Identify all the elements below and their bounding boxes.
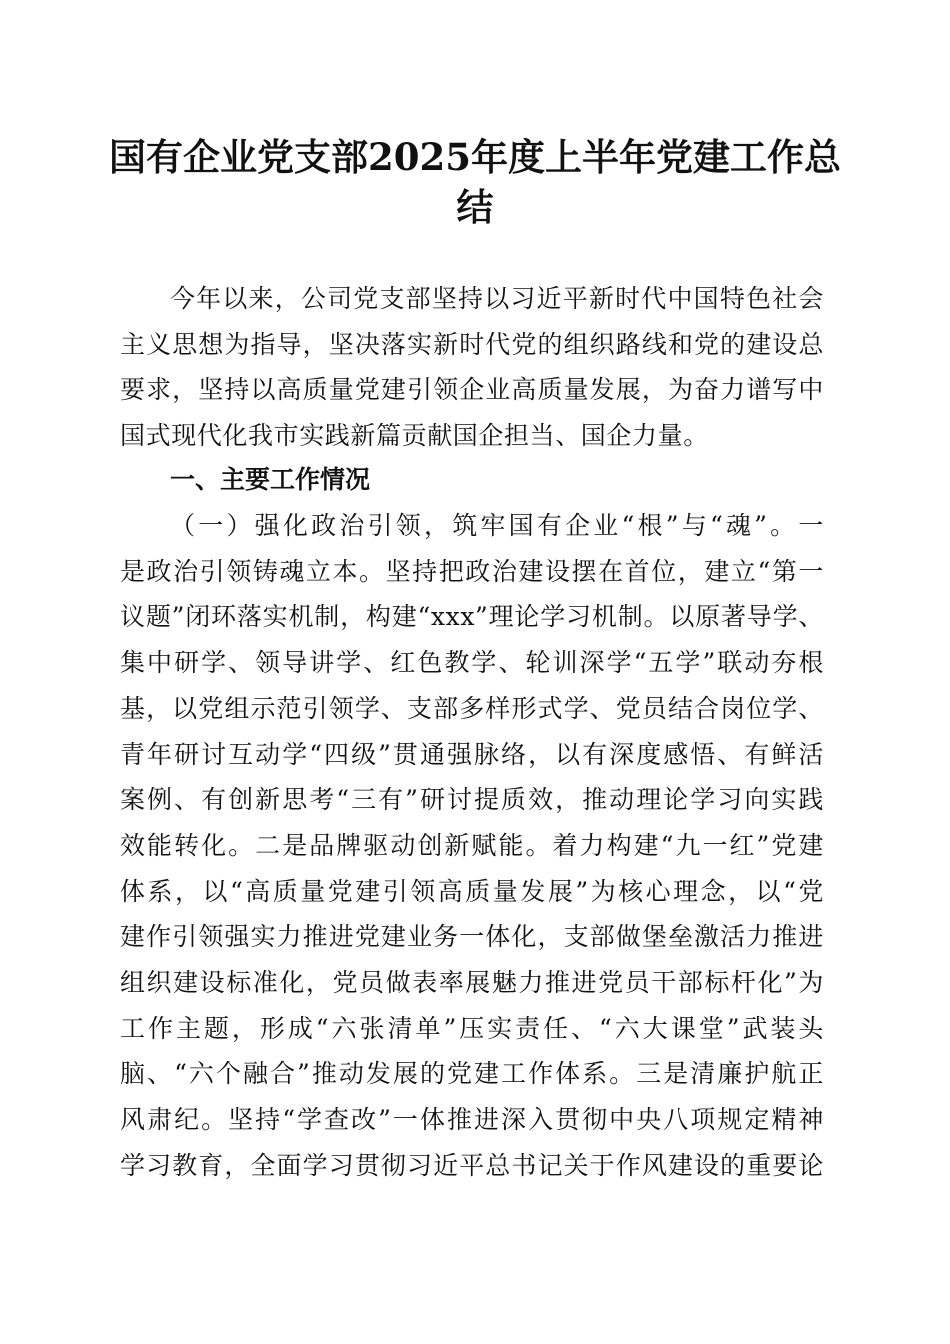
text-line: 青年研讨互动学“四级”贯通强脉络，以有深度感悟、有鲜活 [120,739,824,769]
text-line: 效能转化。二是品牌驱动创新赋能。着力构建“九一红”党建 [120,830,824,860]
text-line: 体系，以“高质量党建引领高质量发展”为核心理念，以“党 [120,876,824,906]
text-line: 主义思想为指导，坚决落实新时代党的组织路线和党的建设总 [120,329,824,359]
text-line: 脑、“六个融合”推动发展的党建工作体系。三是清廉护航正 [120,1059,824,1089]
text-line: 国式现代化我市实践新篇贡献国企担当、国企力量。 [120,421,709,451]
text-line: 基，以党组示范引领学、支部多样形式学、党员结合岗位学、 [120,693,824,723]
title-line-1: 国有企业党支部2025年度上半年党建工作总 [109,135,841,179]
text-line: 集中研学、领导讲学、红色教学、轮训深学“五学”联动夯根 [120,648,824,678]
text-line: 案例、有创新思考“三有”研讨提质效，推动理论学习向实践 [120,785,824,815]
text-line: 工作主题，形成“六张清单”压实责任、“六大课堂”武装头 [120,1013,824,1043]
text-line: 学习教育，全面学习贯彻习近平总书记关于作风建设的重要论 [120,1150,824,1180]
page-title [100,132,850,232]
text-line: 建作引领强实力推进党建业务一体化，支部做堡垒激活力推进 [120,922,824,952]
text-line: 今年以来，公司党支部坚持以习近平新时代中国特色社会 [170,284,824,313]
section1-paragraph [120,503,824,1189]
intro-paragraph [120,276,824,459]
text-line: 是政治引领铸魂立本。坚持把政治建设摆在首位，建立“第一 [120,556,824,586]
text-line: 要求，坚持以高质量党建引领企业高质量发展，为奋力谱写中 [120,375,824,405]
text-line: 组织建设标准化，党员做表率展魅力推进党员干部标杆化”为 [120,968,824,998]
text-line: （一）强化政治引领，筑牢国有企业“根”与“魂”。一 [170,511,824,540]
title-line-2: 结 [456,185,494,229]
text-line: 议题”闭环落实机制，构建“xxx”理论学习机制。以原著导学、 [120,602,824,632]
section-heading: 一、主要工作情况 [170,465,371,494]
text-line: 风肃纪。坚持“学查改”一体推进深入贯彻中央八项规定精神 [120,1105,824,1135]
